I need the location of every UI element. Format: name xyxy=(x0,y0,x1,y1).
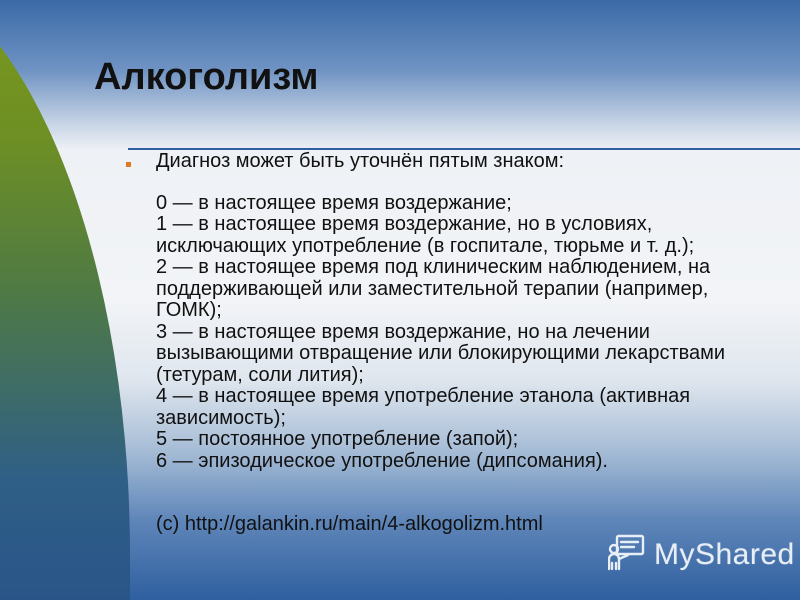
bullet-marker xyxy=(126,162,131,167)
watermark-text: MyShared xyxy=(654,538,795,571)
list-item: вызывающими отвращение или блокирующими лекарствами xyxy=(156,342,726,364)
source-link[interactable]: (c) http://galankin.ru/main/4-alkogolizm.html xyxy=(156,513,543,535)
list-item: ГОМК); xyxy=(156,299,222,321)
classroom-board-icon xyxy=(608,533,646,578)
spacer xyxy=(156,472,796,514)
list-item: 2 — в настоящее время под клиническим наблюдением, на xyxy=(156,256,711,278)
spacer xyxy=(156,173,796,193)
watermark xyxy=(608,532,795,578)
list-item: поддерживающей или заместительной терапии (например, xyxy=(156,277,709,300)
list-item: 4 — в настоящее время употребление этанола (активная xyxy=(156,385,691,407)
list-item: 5 — постоянное употребление (запой); xyxy=(156,428,519,450)
list-item: (тетурам, соли лития); xyxy=(156,363,364,386)
list-item: 3 — в настоящее время воздержание, но на лечении xyxy=(156,320,650,343)
list-item: исключающих употребление (в госпитале, тюрьме и т. д.); xyxy=(156,234,695,257)
slide-title: Алкоголизм xyxy=(94,56,319,98)
list-item: 6 — эпизодическое употребление (дипсомания). xyxy=(156,449,608,472)
list-item: зависимость); xyxy=(156,406,286,429)
list-item: 0 — в настоящее время воздержание; xyxy=(156,191,512,214)
lead-text: Диагноз может быть уточнён пятым знаком: xyxy=(156,150,565,172)
slide-body xyxy=(156,151,796,536)
list-item: 1 — в настоящее время воздержание, но в условиях, xyxy=(156,213,653,235)
